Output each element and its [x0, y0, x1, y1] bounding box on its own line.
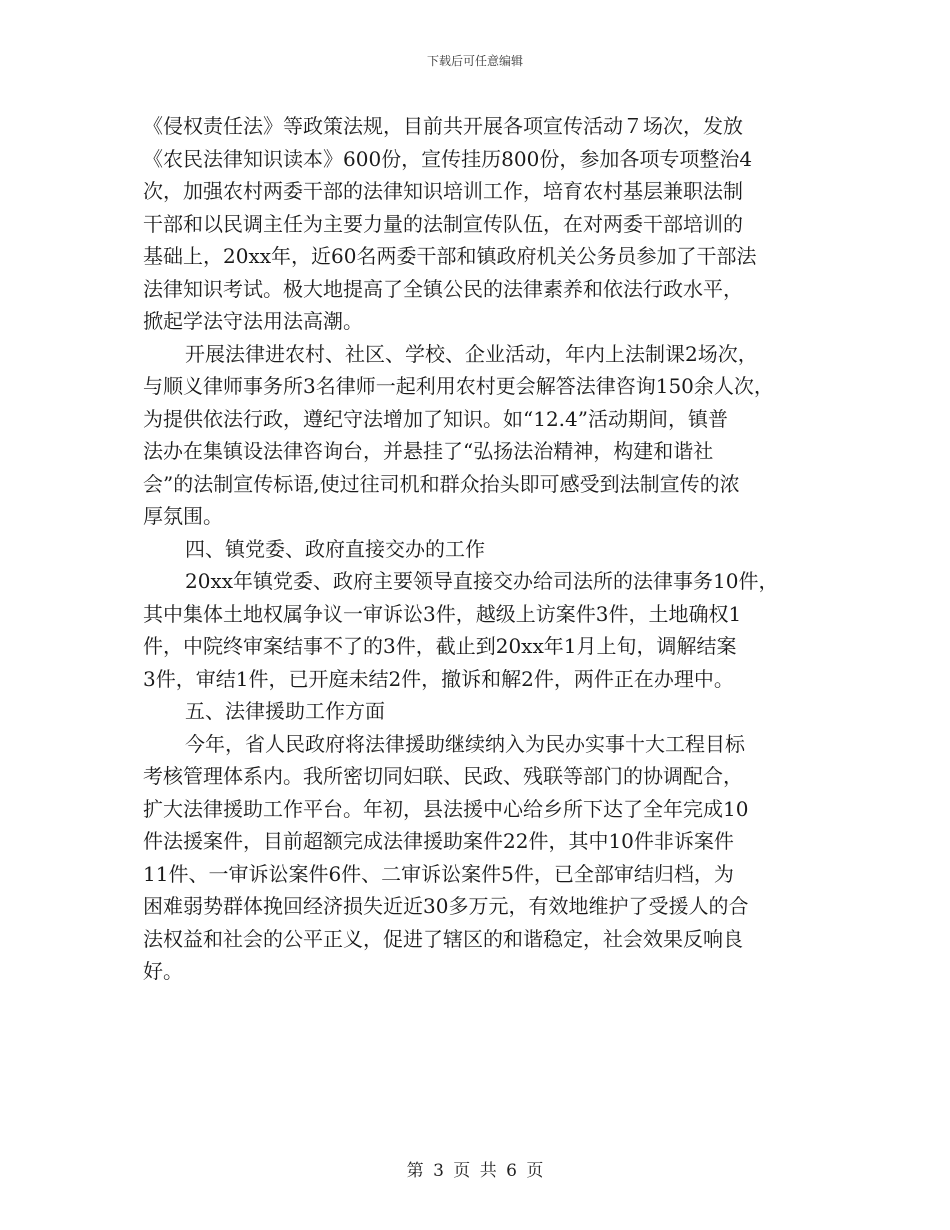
text-line: 干部和以民调主任为主要力量的法制宣传队伍，在对两委干部培训的 — [143, 211, 743, 236]
text-line: 次，加强农村两委干部的法律知识培训工作，培育农村基层兼职法制 — [143, 179, 743, 203]
text-line: 20xx年镇党委、政府主要领导直接交办给司法所的法律事务10件， — [185, 569, 779, 593]
text-line: 《农民法律知识读本》600份，宣传挂历800份，参加各项专项整治4 — [143, 146, 753, 171]
text-line: 法办在集镇设法律咨询台，并悬挂了“弘扬法治精神，构建和谐社 — [143, 439, 714, 463]
text-line: 其中集体土地权属争议一审诉讼3件，越级上访案件3件，土地确权1 — [143, 601, 742, 626]
text-line: 件法援案件，目前超额完成法律援助案件22件，其中10件非诉案件 — [143, 829, 734, 853]
document-body — [143, 110, 833, 988]
text-line: 掀起学法守法用法高潮。 — [143, 309, 363, 333]
text-line: 考核管理体系内。我所密切同妇联、民政、残联等部门的协调配合， — [143, 764, 743, 788]
page-number: 第 3 页 共 6 页 — [406, 1161, 544, 1181]
section-heading: 五、法律援助工作方面 — [185, 699, 385, 723]
page-header: 下载后可任意编辑 — [426, 54, 523, 68]
text-line: 扩大法律援助工作平台。年初，县法援中心给乡所下达了全年完成10 — [143, 796, 749, 821]
section-heading: 四、镇党委、政府直接交办的工作 — [185, 536, 485, 561]
text-line: 《侵权责任法》等政策法规，目前共开展各项宣传活动７场次，发放 — [143, 114, 743, 138]
text-line: 法律知识考试。极大地提高了全镇公民的法律素养和依法行政水平， — [143, 276, 743, 301]
text-line: 会”的法制宣传标语,使过往司机和群众抬头即可感受到法制宣传的浓 — [143, 471, 740, 496]
text-line: 件，中院终审案结事不了的3件，截止到20xx年1月上旬，调解结案 — [143, 634, 737, 658]
text-line: 3件，审结1件，已开庭未结2件，撤诉和解2件，两件正在办理中。 — [143, 666, 734, 691]
text-line: 开展法律进农村、社区、学校、企业活动，年内上法制课2场次， — [185, 341, 758, 366]
text-line: 与顺义律师事务所3名律师一起利用农村更会解答法律咨询150余人次， — [143, 374, 774, 398]
text-line: 好。 — [143, 959, 183, 983]
text-line: 法权益和社会的公平正义，促进了辖区的和谐稳定，社会效果反响良 — [143, 926, 743, 951]
text-line: 11件、一审诉讼案件6件、二审诉讼案件5件，已全部审结归档，为 — [143, 861, 734, 886]
text-line: 为提供依法行政，遵纪守法增加了知识。如“12.4”活动期间，镇普 — [143, 406, 728, 431]
text-line: 基础上，20xx年，近60名两委干部和镇政府机关公务员参加了干部法 — [143, 244, 757, 268]
text-line: 今年，省人民政府将法律援助继续纳入为民办实事十大工程目标 — [185, 731, 745, 756]
text-line: 厚氛围。 — [143, 504, 223, 528]
text-line: 困难弱势群体挽回经济损失近近30多万元，有效地维护了受援人的合 — [143, 894, 749, 918]
